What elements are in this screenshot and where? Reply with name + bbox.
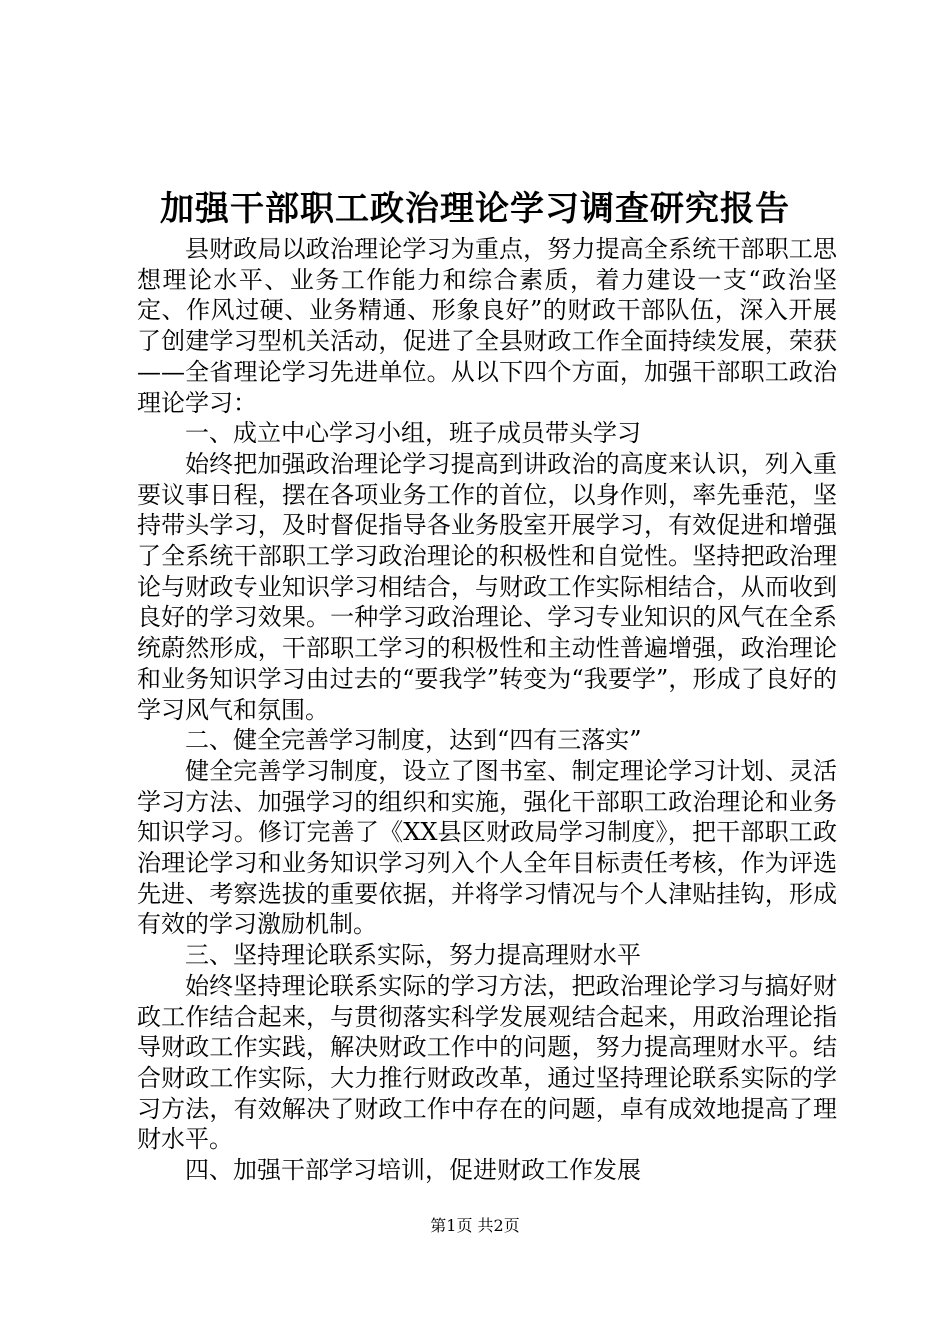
section-heading-4: 四、加强干部学习培训，促进财政工作发展: [185, 1156, 641, 1185]
section-paragraph-1: 始终把加强政治理论学习提高到讲政治的高度来认识，列入重要议事日程，摆在各项业务工作的首位，以身作则，率先垂范，坚持带头学习，及时督促指导各业务股室开展学习，有效促进和增强了全系统干部职工学习政治理论的积极性和自觉性。坚持把政治理论与财政专业知识学习相结合，与财政工作实际相结合，从而收到良好的学习效果。一种学习政治理论、学习专业知识的风气在全系统蔚然形成，干部职工学习的积极性和主动性普遍增强，政治理论和业务知识学习由过去的“要我学”转变为“我要学”，形成了良好的学习风气和氛围。: [137, 449, 837, 724]
section-heading-2: 二、健全完善学习制度，达到“四有三落实”: [185, 726, 642, 755]
intro-paragraph: 县财政局以政治理论学习为重点，努力提高全系统干部职工思想理论水平、业务工作能力和综合素质，着力建设一支“政治坚定、作风过硬、业务精通、形象良好”的财政干部队伍，深入开展了创建学习型机关活动，促进了全县财政工作全面持续发展，荣获——全省理论学习先进单位。从以下四个方面，加强干部职工政治理论学习：: [137, 235, 837, 417]
section-heading-1: 一、成立中心学习小组，班子成员带头学习: [185, 419, 641, 448]
section-heading-3: 三、坚持理论联系实际，努力提高理财水平: [185, 941, 641, 970]
document-body: [137, 234, 837, 1186]
section-paragraph-3: 始终坚持理论联系实际的学习方法，把政治理论学习与搞好财政工作结合起来，与贯彻落实科学发展观结合起来，用政治理论指导财政工作实践，解决财政工作中的问题，努力提高理财水平。结合财政工作实际，大力推行财政改革，通过坚持理论联系实际的学习方法，有效解决了财政工作中存在的问题，卓有成效地提高了理财水平。: [137, 971, 837, 1154]
document-title: 加强干部职工政治理论学习调查研究报告: [160, 189, 790, 229]
section-paragraph-2: 健全完善学习制度，设立了图书室、制定理论学习计划、灵活学习方法、加强学习的组织和实施，强化干部职工政治理论和业务知识学习。修订完善了《XX县区财政局学习制度》，把干部职工政治理论学习和业务知识学习列入个人全年目标责任考核，作为评选先进、考察选拔的重要依据，并将学习情况与个人津贴挂钩，形成有效的学习激励机制。: [137, 756, 837, 939]
page-number-footer: 第1页 共2页: [430, 1216, 520, 1235]
